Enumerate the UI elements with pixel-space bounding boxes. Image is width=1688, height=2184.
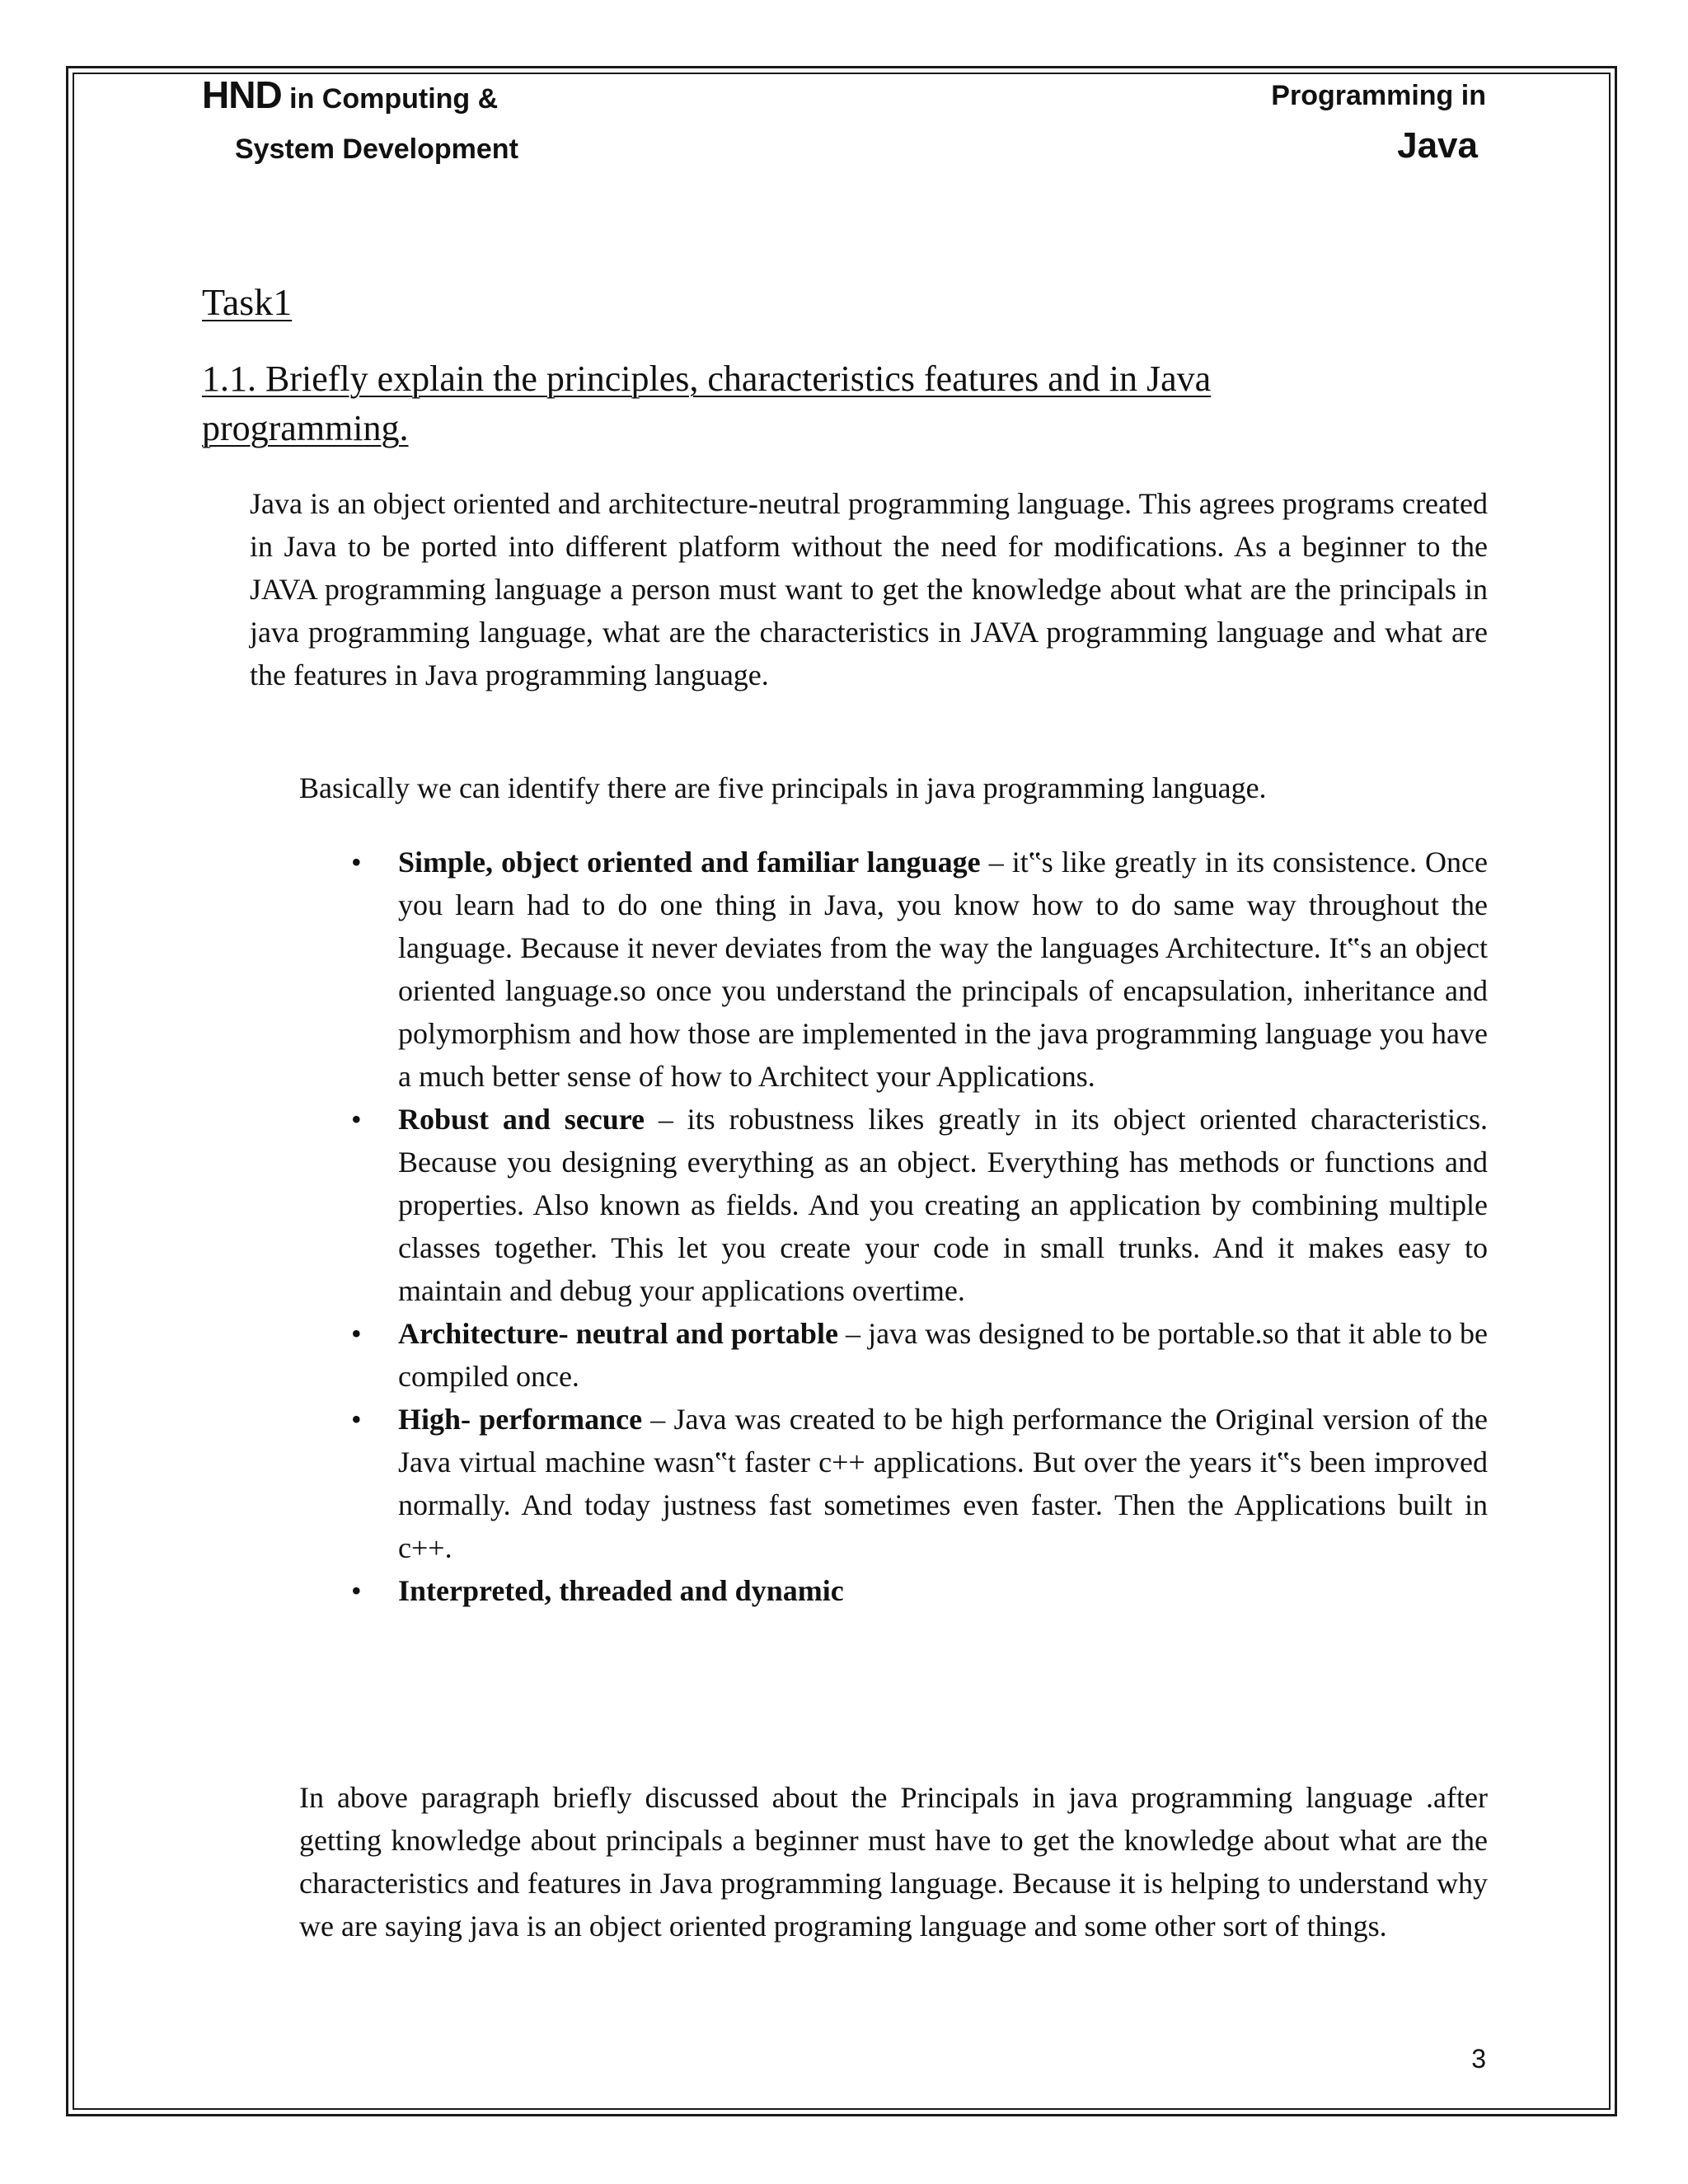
- closing-paragraph: In above paragraph briefly discussed about the Principals in java programming language .after getting knowledge about principals a beginner must have to get the knowledge about what are the characteristics and features in Java programming language. Because it is helping to understand why we are saying java is an object oriented programing language and some other sort of things.: [299, 1781, 1488, 1943]
- intro-paragraph: Java is an object oriented and architecture-neutral programming language. This agrees programs created in Java to be ported into different platform without the need for modifications. As a beginner to the JAVA programming language a person must want to get the knowledge about what are the principals in java programming language, what are the characteristics in JAVA programming language and what are the features in Java programming language.: [250, 487, 1488, 691]
- page-number: 3: [1471, 2044, 1486, 2074]
- bullet-icon: •: [351, 1403, 362, 1436]
- bullet-icon: •: [351, 1574, 362, 1607]
- list-item: [346, 841, 1488, 1098]
- principle-text: – Java was created to be high performance the Original version of the Java virtual machine wasn‟t faster c++ applications. But over the years it‟s been improved normally. And today justness fast sometimes even faster. Then the Applications built in c++.: [398, 1403, 1488, 1564]
- principle-term: Interpreted, threaded and dynamic: [398, 1574, 844, 1607]
- header-module-line1: Programming in: [1271, 80, 1486, 111]
- principles-intro: Basically we can identify there are five principals in java programming language.: [299, 771, 1267, 804]
- task-title: Task1: [202, 281, 293, 323]
- header-course-line2: System Development: [235, 134, 518, 166]
- header-module-line2: Java: [1397, 124, 1478, 166]
- principle-term: Robust and secure: [398, 1103, 645, 1136]
- header-module-title: [1271, 79, 1486, 168]
- bullet-icon: •: [351, 1103, 362, 1136]
- principle-text: – java was designed to be portable.so that it able to be compiled once.: [398, 1317, 1489, 1393]
- header-course-title: [202, 73, 518, 166]
- header-hnd: HND: [202, 73, 282, 116]
- principles-list: [346, 841, 1488, 1612]
- question-heading: 1.1. Briefly explain the principles, characteristics features and in Java programming.: [202, 359, 1212, 448]
- principle-text: – its robustness likes greatly in its object oriented characteristics. Because you designing everything as an object. Everything has methods or functions and properties. Also known as fields. And you creating an application by combining multiple classes together. This let you create your code in small trunks. And it makes easy to maintain and debug your applications overtime.: [398, 1103, 1488, 1307]
- list-item: [346, 1398, 1488, 1569]
- list-item: [346, 1098, 1488, 1312]
- header-course-line1: in Computing &: [289, 83, 499, 115]
- principle-term: Architecture- neutral and portable: [398, 1317, 838, 1350]
- principle-term: High- performance: [398, 1403, 643, 1436]
- bullet-icon: •: [351, 1317, 362, 1350]
- list-item: [346, 1312, 1488, 1398]
- list-item: [346, 1569, 1488, 1612]
- principle-text: – it‟s like greatly in its consistence. Once you learn had to do one thing in Java, you know how to do same way throughout the language. Because it never deviates from the way the languages Architecture. It‟s an object oriented language.so once you understand the principals of encapsulation, inheritance and polymorphism and how those are implemented in the java programming language you have a much better sense of how to Architect your Applications.: [398, 846, 1488, 1093]
- principle-term: Simple, object oriented and familiar language: [398, 846, 981, 879]
- bullet-icon: •: [351, 846, 362, 879]
